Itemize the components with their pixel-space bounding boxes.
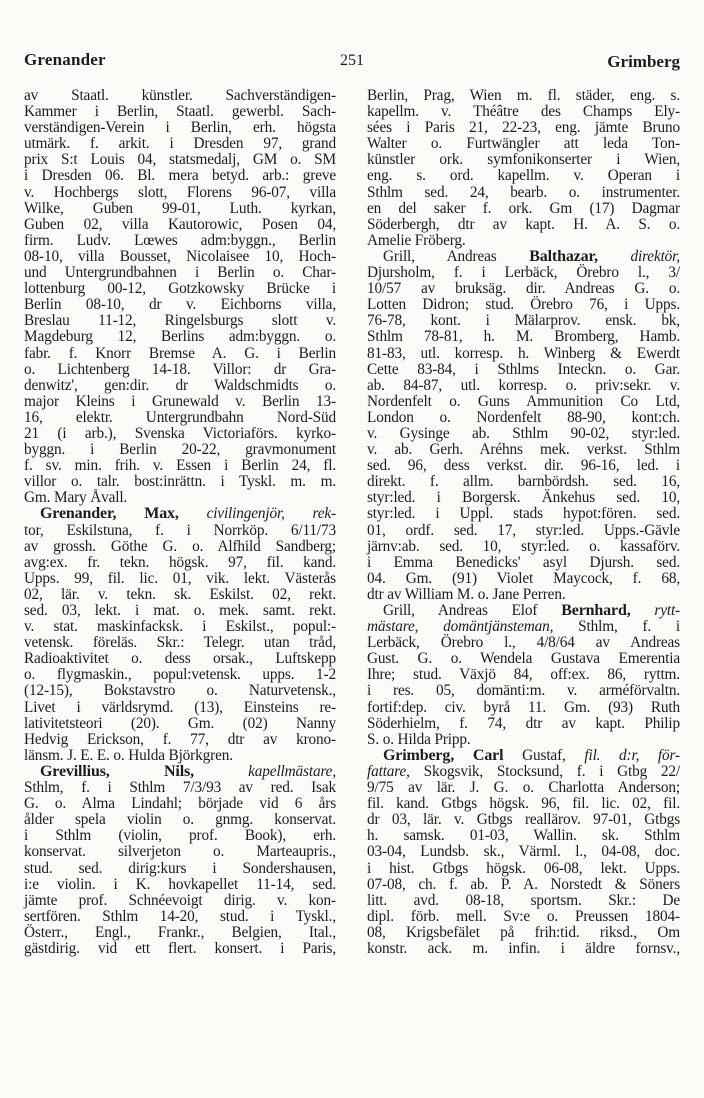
- text-line: Berlin, Prag, Wien m. fl. städer, eng. s.: [367, 87, 680, 104]
- text-line: sées i Paris 21, 22-23, eng. jämte Bruno: [367, 119, 680, 137]
- text-line: 16, elektr. Untergrundbahn Nord-Süd: [24, 408, 336, 426]
- text-line: Berlin 08-10, dr v. Eichborns villa,: [24, 296, 336, 314]
- text-line: direkt. f. allm. barnbördsh. sed. 16,: [367, 473, 680, 491]
- text-line: villor o. talr. bost:inrättn. i Tyskl. m. m.: [24, 473, 336, 491]
- text-line: Ihre; stud. Växjö 84, off:ex. 86, ryttm.: [367, 666, 680, 684]
- text-line: v. ab. Gerh. Aréhns mek. verkst. Sthlm: [367, 441, 680, 459]
- text-line: o. flygmaskin., popul:vetensk. upps. 1-2: [24, 666, 336, 684]
- text-line: Lotten Didron; stud. Örebro 76, i Upps.: [367, 296, 680, 314]
- entry-body-grenander-max: [24, 523, 336, 764]
- entry-body-grevillius-nils: [24, 780, 336, 957]
- text-line: i:e violin. i K. hovkapellet 11-14, sed.: [24, 875, 336, 893]
- entry-heading-grimberg-carl: Grimberg, Carl Gustaf, fil. d:r, för-: [383, 746, 680, 764]
- text-line: Kammer i Berlin, Staatl. gewerbl. Sach-: [24, 103, 336, 121]
- text-line: lativitetsteori (20). Gm. (02) Nanny: [24, 714, 336, 732]
- text-line: en del saker f. ork. Gm (17) Dagmar: [367, 199, 680, 217]
- text-line: järnv:ab. sed. 10, styr:led. o. kassaförv.: [367, 537, 680, 555]
- entry-body-grill-bernhard: [367, 635, 680, 748]
- text-line: i res. 05, domänti:m. v. arméförvaltn.: [367, 682, 680, 700]
- left-column: [24, 88, 336, 957]
- text-line: eng. s. ord. kapellm. v. Operan i: [367, 167, 680, 185]
- text-line: 9/75 av lär. J. G. o. Charlotta Anderson;: [367, 779, 680, 797]
- text-line: major Kleins i Grunewald v. Berlin 13-: [24, 392, 336, 410]
- text-line: v. stat. maskinfacksk. i Eskilst., popul:-: [24, 618, 336, 636]
- text-line: verständigen-Verein i Berlin, erh. högsta: [24, 119, 336, 137]
- text-line: ab. 84-87, utl. korresp. o. priv:sekr. v.: [367, 376, 680, 394]
- text-line: styr:led. i Borgersk. Änkehus sed. 10,: [367, 489, 680, 507]
- text-line: Hedvig Erickson, f. 77, dtr av krono-: [24, 730, 336, 748]
- text-line: konstr. ack. m. infin. i äldre fornsv.,: [367, 939, 680, 957]
- entry-body-grill-balthazar: [367, 265, 680, 603]
- text-line: Lerbäck, Örebro l., 4/8/64 av Andreas: [367, 634, 680, 652]
- text-line: 81-83, utl. korresp. h. Winberg & Ewerdt: [367, 344, 680, 362]
- text-line: fil. kand. Gtbgs högsk. 96, fil. lic. 02, fil.: [367, 795, 680, 813]
- text-line: gästdirig. vid ett flert. konsert. i Paris,: [24, 939, 336, 957]
- text-line: dipl. förb. mell. Sv:e o. Preussen 1804-: [367, 907, 680, 925]
- text-line: i Sthlm (violin, prof. Book), erh.: [24, 827, 336, 845]
- text-line: 01, ordf. sed. 17, styr:led. Upps.-Gävle: [367, 521, 680, 539]
- header-right-word: Grimberg: [607, 52, 680, 71]
- text-line: vetensk. föreläs. Skr.: Telegr. utan tråd,: [24, 634, 336, 652]
- text-line: i hist. Gtbgs högsk. 06-08, lekt. Upps.: [367, 859, 680, 877]
- text-line: Gm. Mary Åvall.: [24, 489, 128, 507]
- text-line: 08-10, villa Bousset, Nicolaisee 10, Hoch-: [24, 247, 336, 265]
- entry-line: mästare, domäntjänsteman, Sthlm, f. i: [367, 618, 680, 636]
- text-line: Upps. 99, fil. lic. 01, vik. lekt. Västerås: [24, 569, 336, 587]
- text-line: 03-04, Lundsb. sk., Värml. l., 04-08, doc.: [367, 843, 680, 861]
- text-line: Sthlm, f. i Sthlm 7/3/93 av red. Isak: [24, 779, 336, 797]
- text-line: länsm. J. E. E. o. Hulda Björkgren.: [24, 746, 233, 764]
- text-line: 02, lär. v. tekn. sk. Eskilst. 02, rekt.: [24, 585, 336, 603]
- entry-line: fattare, Skogsvik, Stocksund, f. i Gtbg 22/: [367, 762, 680, 780]
- text-line: Cette 83-84, i Sthlms Inteckn. o. Gar.: [367, 360, 680, 378]
- entry-heading-grill-balthazar: Grill, Andreas Balthazar, direktör,: [383, 247, 680, 265]
- entry-heading-grevillius-nils: Grevillius, Nils, kapellmästare,: [40, 762, 336, 780]
- text-line: av grossh. Göthe G. o. Alfhild Sandberg;: [24, 537, 336, 555]
- text-line: Livet i världsrymd. (13), Einsteins re-: [24, 698, 336, 716]
- text-line: 76-78, kont. i Mälarprov. ensk. bk,: [367, 312, 680, 330]
- page-number: 251: [340, 52, 364, 69]
- text-line: jämte prof. Schnéevoigt dirig. v. kon-: [24, 891, 336, 909]
- text-line: 07-08, ch. f. ab. P. A. Norstedt & Söners: [367, 875, 680, 893]
- text-line: f. sv. min. frih. v. Essen i Berlin 24, fl.: [24, 457, 336, 475]
- text-line: fortif:dep. civ. byrå 11. Gm. (93) Ruth: [367, 698, 680, 716]
- text-line: dtr av William M. o. Jane Perren.: [367, 585, 566, 603]
- text-line: byggn. i Berlin 20-22, gravmonument: [24, 441, 336, 459]
- text-line: und Untergrundbahnen i Berlin o. Char-: [24, 264, 336, 282]
- text-line: sed. 03, lekt. i mat. o. mek. samt. rekt.: [24, 602, 336, 619]
- right-column: [367, 88, 680, 957]
- header-left-word: Grenander: [24, 50, 106, 69]
- text-line: ålder spela violin o. gnmg. konservat.: [24, 811, 336, 829]
- text-line: G. o. Alma Lindahl; började vid 6 års: [24, 795, 336, 813]
- page-header: [24, 50, 680, 72]
- text-line: o. Lichtenberg 14-18. Villor: dr Gra-: [24, 360, 336, 378]
- text-line: S. o. Hilda Pripp.: [367, 730, 471, 748]
- text-line: Walter o. Furtwängler att leda Ton-: [367, 135, 680, 153]
- text-line: Radioaktivitet o. dess orsak., Luftskepp: [24, 650, 336, 668]
- text-line: v. Gysinge ab. Sthlm 90-02, styr:led.: [367, 424, 680, 442]
- text-line: stud. sed. dirig:kurs i Sondershausen,: [24, 859, 336, 877]
- entry-heading-grill-bernhard: Grill, Andreas Elof Bernhard, rytt-: [383, 602, 680, 619]
- continuation-text: [367, 88, 680, 249]
- text-line: tor, Eskilstuna, f. i Norrköp. 6/11/73: [24, 521, 336, 539]
- text-line: 04. Gm. (91) Violet Maycock, f. 68,: [367, 569, 680, 587]
- text-line: prix S:t Louis 04, statsmedalj, GM o. SM: [24, 151, 336, 169]
- text-line: lottenburg 00-12, Gotzkowsky Brücke i: [24, 280, 336, 298]
- text-line: sertfören. Sthlm 14-20, stud. i Tyskl.,: [24, 907, 336, 925]
- text-line: Söderbergh, dtr av kapt. H. A. S. o.: [367, 215, 680, 233]
- text-line: Amelie Fröberg.: [367, 231, 466, 249]
- text-line: 10/57 av bruksäg. dir. Andreas G. o.: [367, 280, 680, 298]
- continuation-text: [24, 88, 336, 506]
- text-line: 08, Krigsbefälet på frih:tid. riksd., Om: [367, 923, 680, 941]
- text-line: fabr. f. Knorr Bremse A. G. i Berlin: [24, 344, 336, 362]
- text-line: Söderhielm, f. 74, dtr av kapt. Philip: [367, 714, 680, 732]
- entry-body-grimberg-carl: [367, 780, 680, 957]
- text-line: h. samsk. 01-03, Wallin. sk. Sthlm: [367, 827, 680, 845]
- text-line: Sthlm 78-81, h. M. Bromberg, Hamb.: [367, 328, 680, 346]
- text-line: Guben 02, villa Kautorowic, Posen 04,: [24, 215, 336, 233]
- entry-heading-grenander-max: Grenander, Max, civilingenjör, rek-: [40, 505, 336, 523]
- text-line: styr:led. i Uppl. stads hypot:fören. sed.: [367, 505, 680, 523]
- text-line: künstler ork. symfonikonserter i Wien,: [367, 151, 680, 169]
- text-line: avg:ex. fr. tekn. högsk. 97, fil. kand.: [24, 553, 336, 571]
- text-line: Gust. G. o. Wendela Gustava Emerentia: [367, 650, 680, 668]
- text-line: Wilke, Guben 99-01, Luth. kyrkan,: [24, 199, 336, 217]
- text-line: Magdeburg 12, Berlins adm:byggn. o.: [24, 328, 336, 346]
- text-line: av Staatl. künstler. Sachverständigen-: [24, 87, 336, 104]
- text-line: dr 03, lär. v. Gtbgs reallärov. 97-01, Gtbgs: [367, 811, 680, 829]
- text-line: Nordenfelt o. Guns Ammunition Co Ltd,: [367, 392, 680, 410]
- text-line: (12-15), Bokstavstro o. Naturvetensk.,: [24, 682, 336, 700]
- text-line: 21 (i arb.), Svenska Victoriaförs. kyrko-: [24, 424, 336, 442]
- text-line: i Emma Benedicks' asyl Djursh. sed.: [367, 553, 680, 571]
- text-line: Österr., Engl., Frankr., Belgien, Ital.,: [24, 923, 336, 941]
- text-line: i Dresden 06. Bl. mera betyd. arb.: greve: [24, 167, 336, 185]
- text-line: kapellm. v. Théâtre des Champs Ely-: [367, 103, 680, 121]
- text-line: denwitz', gen:dir. dr Waldschmidts o.: [24, 376, 336, 394]
- text-line: Djursholm, f. i Lerbäck, Örebro l., 3/: [367, 264, 680, 282]
- text-line: Breslau 11-12, Ringelsburgs slott v.: [24, 312, 336, 330]
- text-line: v. Hochbergs slott, Florens 96-07, villa: [24, 183, 336, 201]
- text-line: London o. Nordenfelt 88-90, kont:ch.: [367, 408, 680, 426]
- text-line: sed. 96, dess verkst. dir. 96-16, led. i: [367, 457, 680, 475]
- text-line: litt. avd. 08-18, sportsm. Skr.: De: [367, 891, 680, 909]
- text-line: Sthlm sed. 24, bearb. o. instrumenter.: [367, 183, 680, 201]
- text-line: konservat. silverjeton o. Marteaupris.,: [24, 843, 336, 861]
- text-line: utmärk. f. arkit. i Dresden 97, grand: [24, 135, 336, 153]
- text-line: firm. Ludv. Lœwes adm:byggn., Berlin: [24, 231, 336, 249]
